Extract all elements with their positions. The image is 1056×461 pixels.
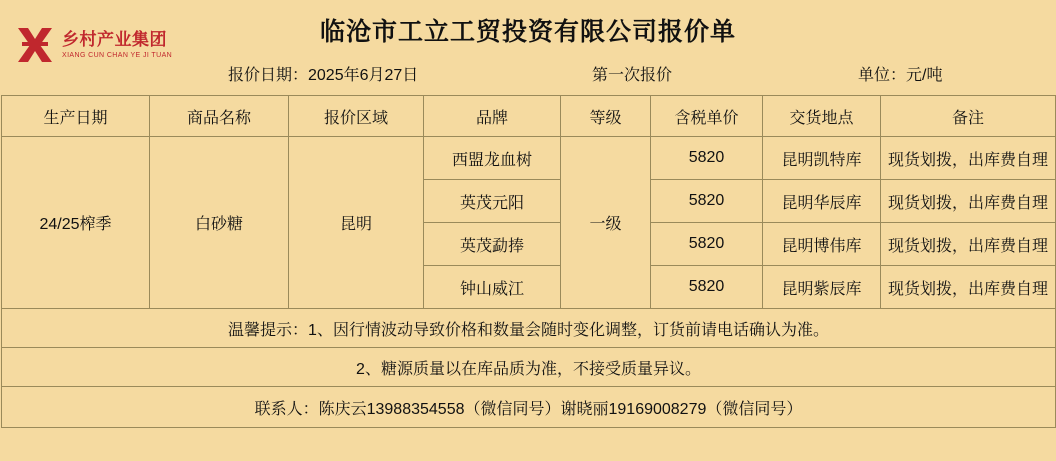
cell-price: 5820: [651, 266, 763, 309]
table-header-row: [2, 96, 1056, 137]
cell-remark: 现货划拨，出库费自理: [881, 180, 1056, 223]
cell-delivery-place: 昆明紫辰库: [763, 266, 881, 309]
cell-remark: 现货划拨，出库费自理: [881, 266, 1056, 309]
cell-brand: 西盟龙血树: [424, 137, 561, 180]
column-header-remark: 备注: [881, 96, 1056, 137]
cell-delivery-place: 昆明博伟库: [763, 223, 881, 266]
cell-goods-name: 白砂糖: [150, 137, 289, 309]
note-row: [2, 348, 1056, 387]
cell-remark: 现货划拨，出库费自理: [881, 223, 1056, 266]
logo-name-cn: 乡村产业集团: [62, 29, 167, 49]
quote-round: 第一次报价: [592, 67, 673, 84]
contact-row: [2, 387, 1056, 428]
cell-price: 5820: [651, 180, 763, 223]
contact-info: 联系人：陈庆云13988354558（微信同号）谢晓丽19169008279（微信同号）: [2, 387, 1056, 428]
quote-unit: 单位：元/吨: [858, 67, 943, 84]
cell-price: 5820: [651, 137, 763, 180]
cell-production-date: 24/25榨季: [2, 137, 150, 309]
column-header-area: 报价区域: [289, 96, 424, 137]
column-header-brand: 品牌: [424, 96, 561, 137]
cell-delivery-place: 昆明华辰库: [763, 180, 881, 223]
column-header-goods-name: 商品名称: [150, 96, 289, 137]
price-table: [1, 95, 1056, 428]
note-row: [2, 309, 1056, 348]
table-row: [2, 137, 1056, 180]
cell-delivery-place: 昆明凯特库: [763, 137, 881, 180]
logo-name-en: XIANG CUN CHAN YE JI TUAN: [62, 51, 173, 59]
note-line-1: 温馨提示：1、因行情波动导致价格和数量会随时变化调整，订货前请电话确认为准。: [2, 309, 1056, 348]
document-header: [0, 0, 1056, 95]
quote-date: 报价日期：2025年6月27日: [228, 67, 419, 84]
cell-brand: 钟山威江: [424, 266, 561, 309]
cell-grade: 一级: [561, 137, 651, 309]
column-header-price: 含税单价: [651, 96, 763, 137]
cell-area: 昆明: [289, 137, 424, 309]
cell-price: 5820: [651, 223, 763, 266]
column-header-production-date: 生产日期: [2, 96, 150, 137]
cell-remark: 现货划拨，出库费自理: [881, 137, 1056, 180]
column-header-grade: 等级: [561, 96, 651, 137]
cell-brand: 英茂元阳: [424, 180, 561, 223]
column-header-delivery-place: 交货地点: [763, 96, 881, 137]
page-title: 临沧市工立工贸投资有限公司报价单: [319, 18, 736, 46]
cell-brand: 英茂勐捧: [424, 223, 561, 266]
meta-row: [0, 60, 1056, 90]
note-line-2: 2、糖源质量以在库品质为准，不接受质量异议。: [2, 348, 1056, 387]
